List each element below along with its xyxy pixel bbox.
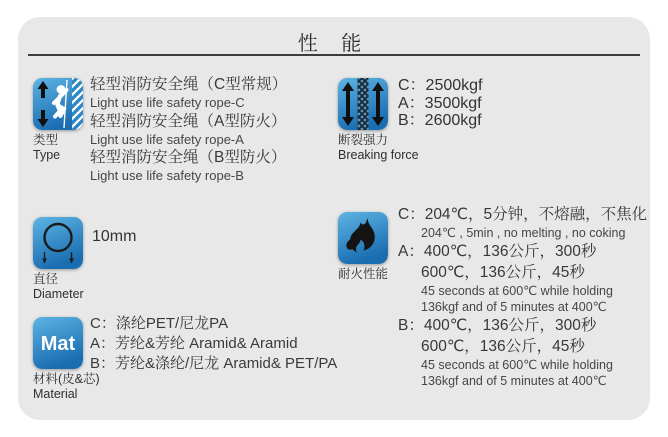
fire-row: 600℃，136公斤，45秒 [421,264,585,281]
material-icon [33,317,83,369]
type-row-zh: 轻型消防安全绳（C型常规） [90,76,288,93]
fire-row: B：400℃，136公斤，300秒 [398,317,597,334]
type-row [90,112,287,149]
breaking-row: A：3500kgf [398,94,482,112]
climber-icon [33,78,83,130]
material-label-zh: 材料(皮&芯) [33,372,100,386]
material-label-en: Material [33,386,78,401]
breaking-row: C：2500kgf [398,77,483,94]
spec-card [18,17,650,420]
type-label-en: Type [33,147,61,162]
breaking-label-en: Breaking force [338,147,419,162]
diameter-label-zh: 直径 [33,272,59,286]
type-row-en: Light use life safety rope-A [90,131,244,147]
type-row [90,75,287,112]
type-row [90,148,287,185]
rope-cross-section-icon [33,217,83,269]
material-icon-text: Mat [40,333,76,355]
type-values [90,75,287,185]
rope-tension-icon [338,78,388,130]
fire-row: C：204℃，5分钟，不熔融，不焦化 [398,206,648,223]
diameter-label-en: Diameter [33,286,84,301]
type-row-en: Light use life safety rope-C [90,95,245,110]
fire-values [398,204,647,389]
fire-row: A：400℃，136公斤，300秒 [398,243,597,260]
fire-row: 204℃ , 5min , no melting , no coking [421,226,626,240]
material-values [90,314,337,374]
fire-row: 136kgf and of 5 minutes at 400℃ [421,374,607,388]
title-divider [28,54,640,56]
fire-row: 136kgf and of 5 minutes at 400℃ [421,300,607,314]
material-row: B：芳纶&涤纶/尼龙 Aramid& PET/PA [90,355,338,372]
fire-row: 600℃，136公斤，45秒 [421,338,585,355]
flame-icon [338,212,388,264]
page-title: 性 能 [297,33,371,55]
type-row-en: Light use life safety rope-B [90,168,244,183]
breaking-row: B：2600kgf [398,112,482,129]
breaking-values [398,77,483,130]
breaking-label-zh: 断裂强力 [338,133,389,147]
diameter-value: 10mm [92,228,137,245]
material-row: C：涤纶PET/尼龙PA [90,315,229,332]
fire-label-zh: 耐火性能 [338,267,389,281]
material-row: A：芳纶&芳纶 Aramid& Aramid [90,335,298,352]
fire-row: 45 seconds at 600℃ while holding [421,284,613,298]
type-row-zh: 轻型消防安全绳（B型防火） [90,149,287,166]
fire-row: 45 seconds at 600℃ while holding [421,358,613,372]
type-row-zh: 轻型消防安全绳（A型防火） [90,112,287,130]
type-label-zh: 类型 [33,133,59,147]
